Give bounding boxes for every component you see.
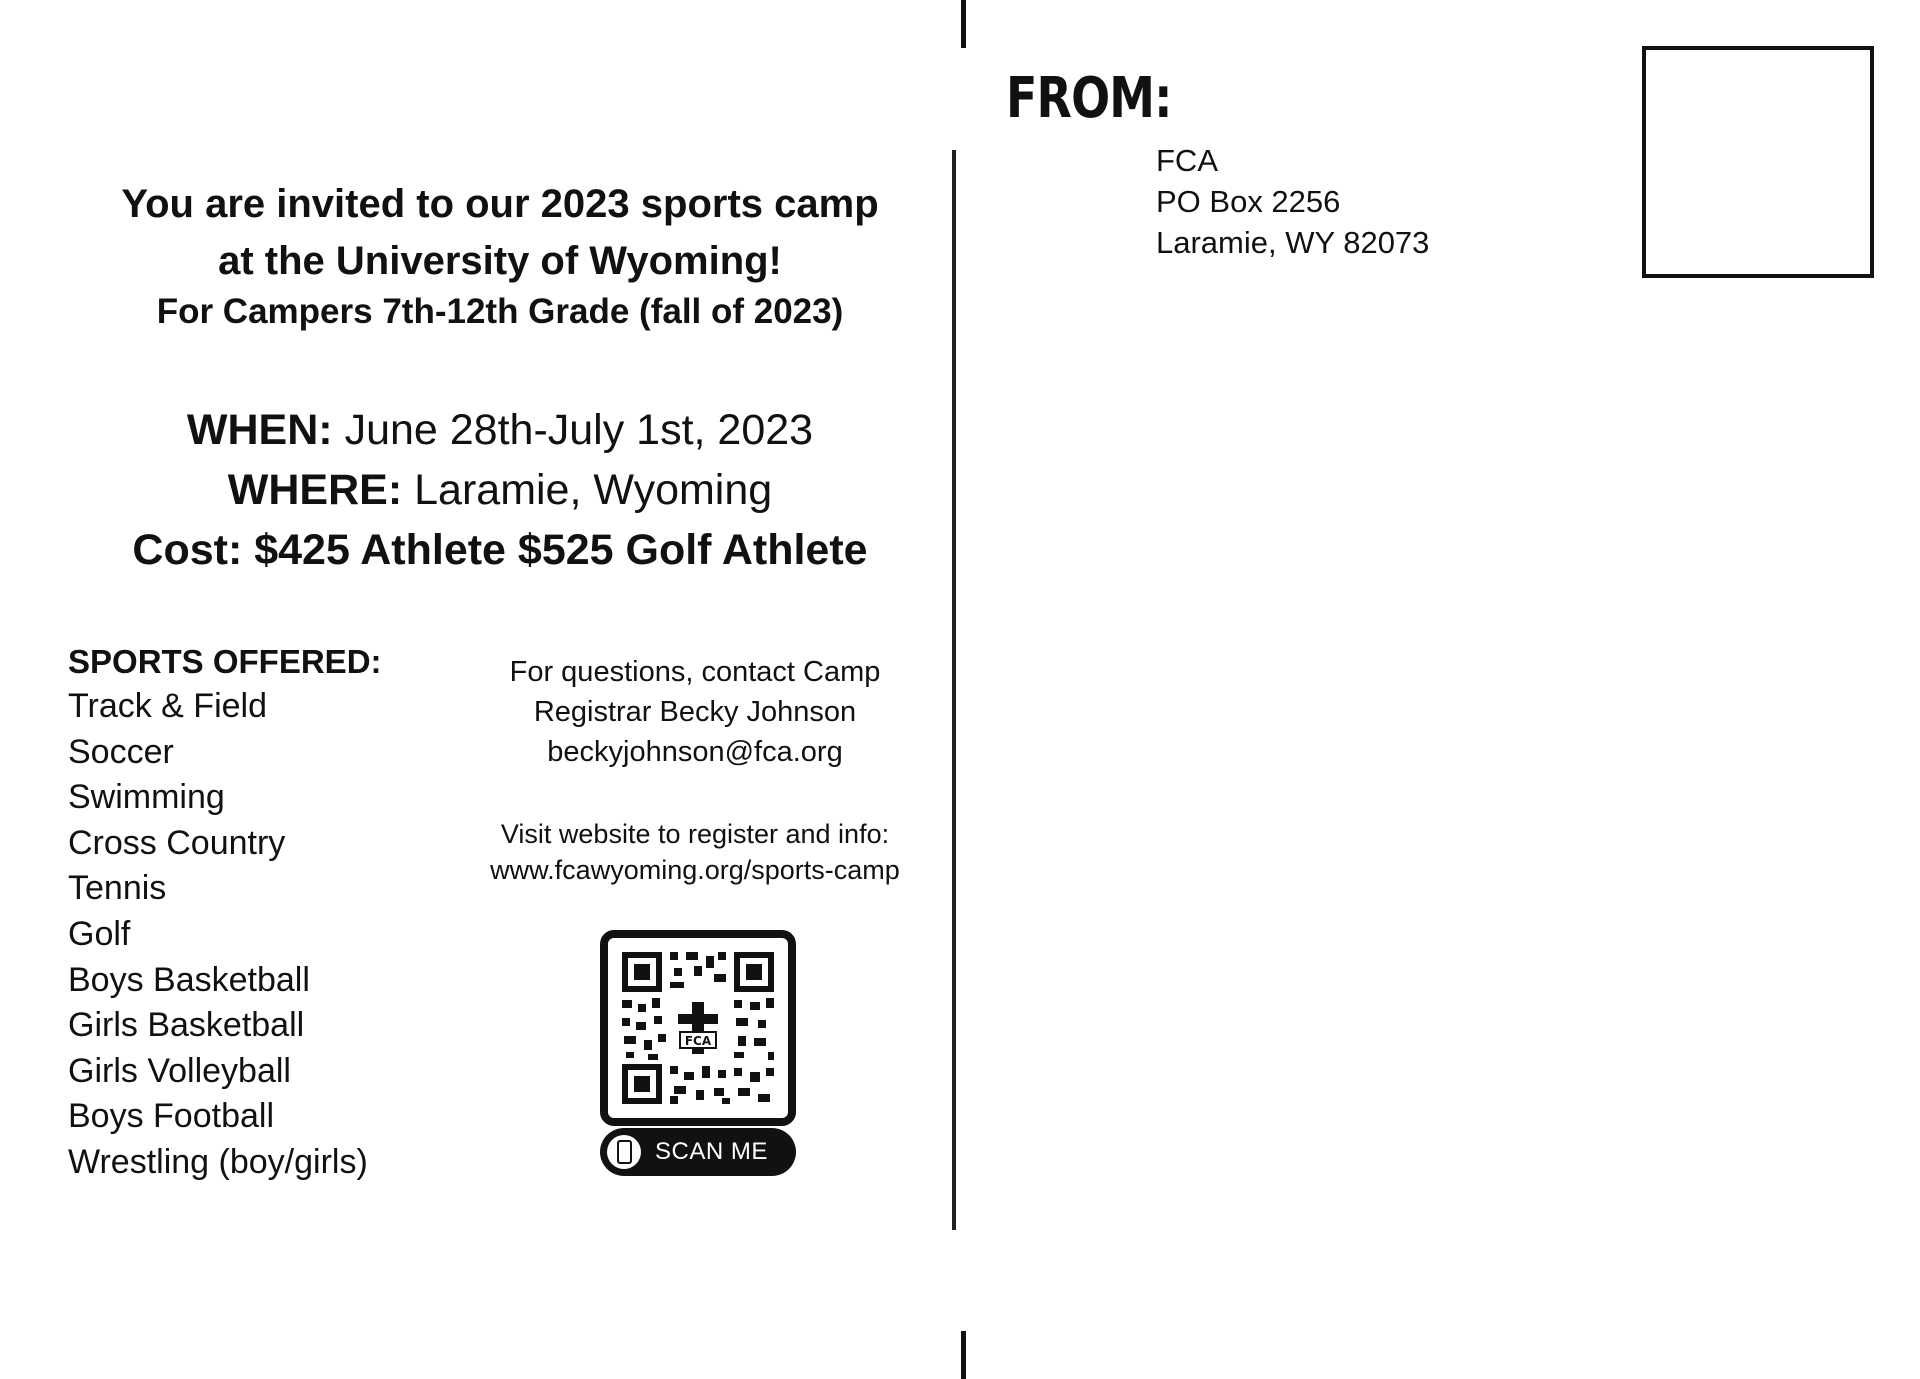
sport-item: Soccer xyxy=(68,732,174,771)
bottom-divider-tick xyxy=(961,1331,966,1379)
sport-item: Wrestling (boy/girls) xyxy=(68,1142,368,1181)
grade-subline: For Campers 7th-12th Grade (fall of 2023) xyxy=(156,292,844,331)
contact-info xyxy=(455,652,935,772)
address-line-1: FCA xyxy=(1156,143,1218,178)
where-row xyxy=(60,460,940,520)
sports-offered xyxy=(68,640,468,1186)
sport-item: Girls Basketball xyxy=(68,1006,305,1045)
invite-headline xyxy=(60,176,940,290)
headline-line-1: You are invited to our 2023 sports camp xyxy=(121,182,879,226)
sport-item: Track & Field xyxy=(68,687,268,725)
address-line-3: Laramie, WY 82073 xyxy=(1156,225,1430,260)
scan-me-button[interactable] xyxy=(600,1128,796,1176)
return-address xyxy=(1156,140,1429,263)
sport-item: Swimming xyxy=(68,778,225,817)
sports-heading: SPORTS OFFERED: xyxy=(68,643,382,680)
stamp-box xyxy=(1642,46,1874,278)
sport-item: Golf xyxy=(68,914,131,953)
when-value: June 28th-July 1st, 2023 xyxy=(344,406,814,454)
website-info xyxy=(455,816,935,888)
when-row xyxy=(60,400,940,460)
sports-list xyxy=(68,684,468,1186)
center-divider-line xyxy=(952,150,956,1230)
top-divider-tick xyxy=(961,0,966,48)
sport-item: Tennis xyxy=(68,869,167,908)
from-label: FROM: xyxy=(1006,66,1172,131)
website-url[interactable]: www.fcawyoming.org/sports-camp xyxy=(490,855,900,885)
scan-me-label: SCAN ME xyxy=(655,1138,768,1165)
address-line-2: PO Box 2256 xyxy=(1156,184,1341,219)
qr-code-pattern-icon xyxy=(618,948,778,1108)
qr-code[interactable] xyxy=(600,930,796,1126)
phone-icon xyxy=(607,1135,641,1169)
website-intro: Visit website to register and info: xyxy=(500,819,890,849)
where-label: WHERE: xyxy=(227,466,403,514)
contact-line-1: For questions, contact Camp xyxy=(509,656,881,688)
cost-text: Cost: $425 Athlete $525 Golf Athlete xyxy=(132,526,868,574)
event-details xyxy=(60,400,940,580)
qr-logo-text: FCA xyxy=(684,1034,712,1048)
sport-item: Girls Volleyball xyxy=(68,1051,291,1090)
contact-line-2: Registrar Becky Johnson xyxy=(533,696,857,728)
where-value: Laramie, Wyoming xyxy=(414,466,773,514)
sport-item: Boys Football xyxy=(68,1097,274,1136)
headline-line-2: at the University of Wyoming! xyxy=(218,239,782,283)
contact-email[interactable]: beckyjohnson@fca.org xyxy=(547,736,843,768)
sport-item: Cross Country xyxy=(68,823,286,862)
when-label: WHEN: xyxy=(186,406,333,454)
sport-item: Boys Basketball xyxy=(68,960,310,999)
cost-row xyxy=(60,520,940,580)
